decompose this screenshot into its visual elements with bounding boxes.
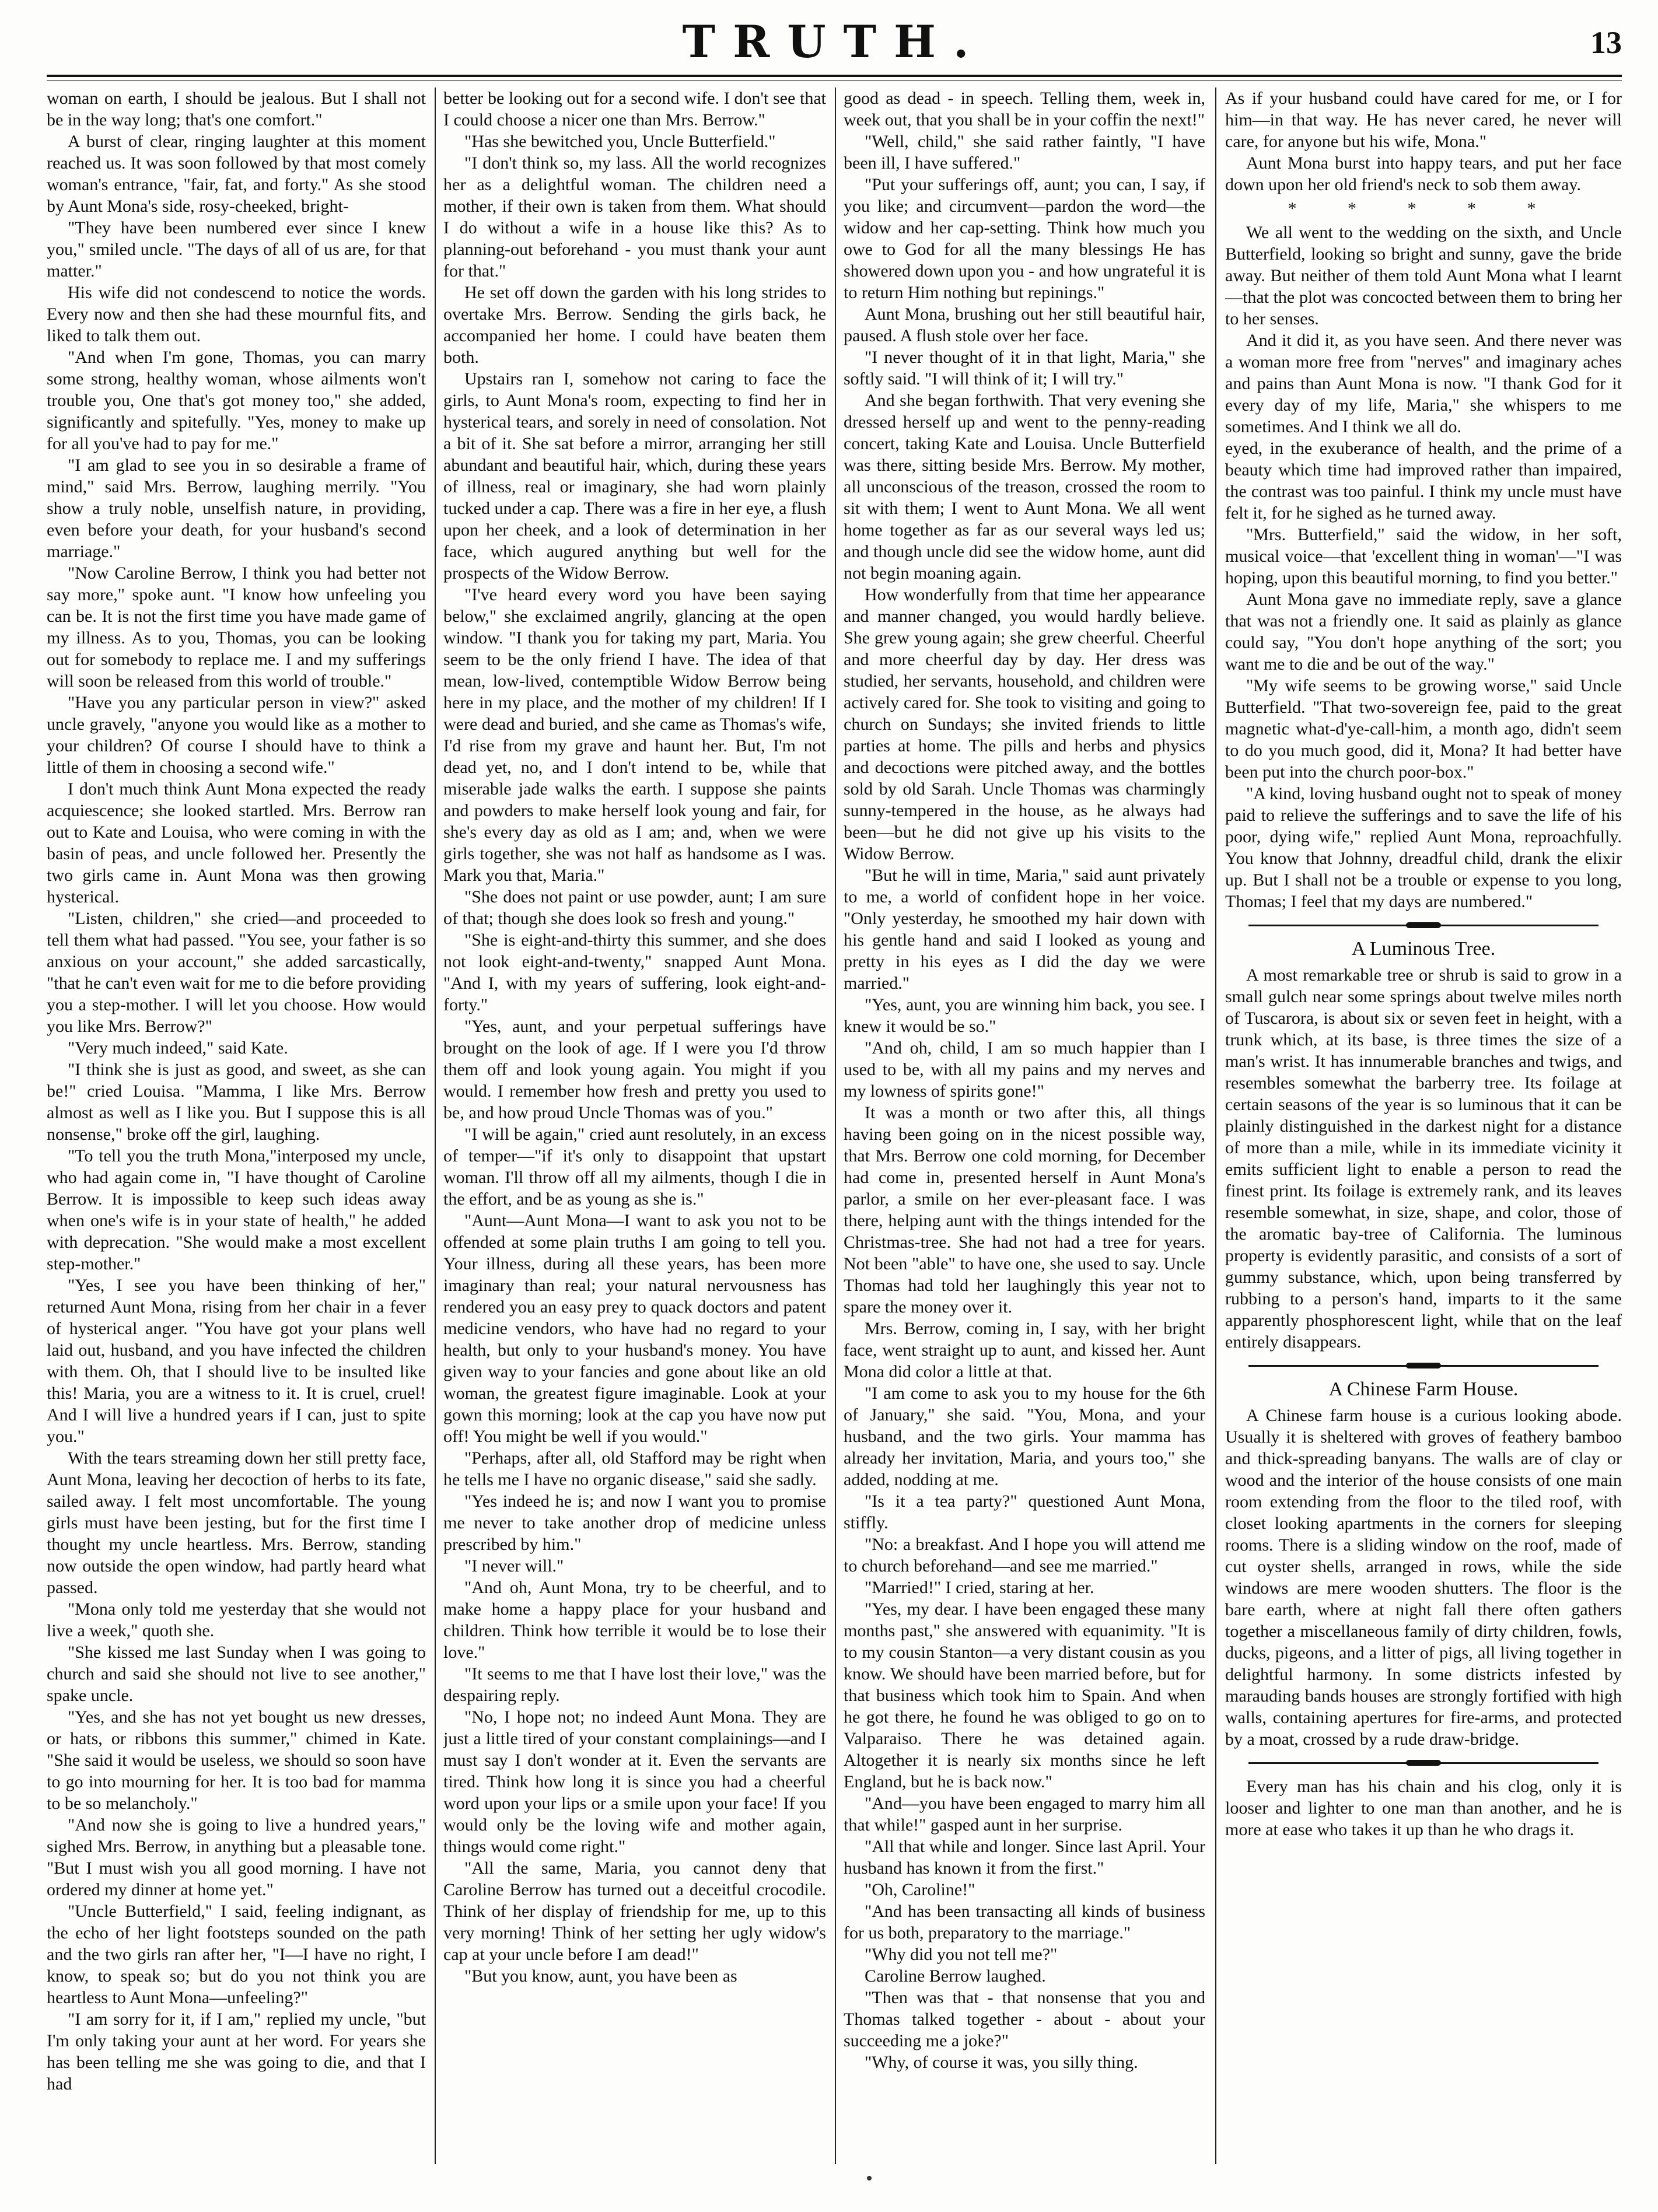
paragraph: And she began forthwith. That very evening she dressed herself up and went to the penny-reading concert, taking Kate and Louisa. Uncle Butterfield was there, sitting beside Mrs. Berrow. My mother, all unconscious of the treason, crossed the room to sit with them; I went to Aunt Mona. We all went home together as far as our several ways led us; and though uncle did see the widow home, aunt did not begin moaning again. [844,391,1205,583]
page-mark [867,2176,872,2180]
paragraph: "Mona only told me yesterday that she would not live a week," quoth she. [47,1600,426,1640]
paragraph: "Perhaps, after all, old Stafford may be right when he tells me I have no organic disease," said she sadly. [443,1448,826,1489]
masthead-rule-thin [47,80,1622,81]
paragraph: eyed, in the exuberance of health, and the prime of a beauty which time had improved rather than impaired, the contrast was too painful. I think my uncle must have felt it, for he sighed as he turned away. [1225,439,1622,523]
paragraph: good as dead - in speech. Telling them, week in, week out, that you shall be in your coffin the next!" [844,89,1205,130]
paragraph: "And oh, child, I am so much happier than I used to be, with all my pains and my nerves and my lowness of spirits gone!" [844,1038,1205,1101]
paragraph: "I never thought of it in that light, Maria," she softly said. "I will think of it; I will try." [844,348,1205,388]
paragraph: "Why, of course it was, you silly thing. [865,2053,1138,2072]
paragraph: "Uncle Butterfield," I said, feeling indignant, as the echo of her light footsteps sounded on the path and the two girls ran after her, "I—I have no right, I know, to speak so; but do you not think you are heartless to Aunt Mona—unfeeling?" [47,1902,426,2007]
ornamental-rule [1248,1361,1598,1370]
section-break-stars: * * * * * [1288,199,1559,218]
paragraph: "But he will in time, Maria," said aunt privately to me, a world of confident hope in her voice. "Only yesterday, he smoothed my hair down with his gentle hand and said I looked as young and pretty in his eyes as I did the day we were married." [844,866,1205,993]
paragraph: "And has been transacting all kinds of business for us both, preparatory to the marriage." [844,1902,1205,1943]
paragraph: "Why did you not tell me?" [865,1945,1058,1964]
column-divider [835,88,836,2164]
paragraph: "And when I'm gone, Thomas, you can marry some strong, healthy woman, whose ailments won't trouble you, One that's got money too," she added, significantly and spitefully. "Yes, money to make up for all you've had to pay for me." [47,348,426,453]
paragraph: "To tell you the truth Mona,"interposed my uncle, who had again come in, "I have thought of Caroline Berrow. It is impossible to keep such ideas away when one's wife is in your state of health," he added with deprecation. "She would make a most excellent step-mother." [47,1146,426,1273]
paragraph: His wife did not condescend to notice the words. Every now and then she had these mournful fits, and liked to talk them out. [47,283,426,345]
article-heading-chinese-farm-house: A Chinese Farm House. [1328,1378,1519,1400]
paragraph: A Chinese farm house is a curious looking abode. Usually it is sheltered with groves of feathery bamboo and thick-spreading banyans. The walls are of clay or wood and the interior of the house consists of one main room extending from the floor to the tiled roof, with closet looking apartments in the corners for sleeping rooms. There is a sliding window on the roof, made of cut oyster shells, arranged in rows, while the side windows are mere wooden shutters. The floor is the bare earth, where at night fall there often gathers together a miscellaneous family of dirty children, fowls, ducks, pigeons, and a litter of pigs, all living together in delightful harmony. In some districts infested by marauding bands houses are strongly fortified with high walls, containing apertures for fire-arms, and protected by a moat, crossed by a rude draw-bridge. [1225,1406,1622,1749]
paragraph: He set off down the garden with his long strides to overtake Mrs. Berrow. Sending the girls back, he accompanied her home. I could have beaten them both. [443,283,826,367]
paragraph: We all went to the wedding on the sixth, and Uncle Butterfield, looking so bright and sunny, gave the bride away. But neither of them told Aunt Mona what I learnt—that the plot was concocted between them to bring her to her senses. [1225,223,1622,328]
paragraph: "Is it a tea party?" questioned Aunt Mona, stiffly. [844,1492,1205,1532]
paragraph: "Put your sufferings off, aunt; you can, I say, if you like; and circumvent—pardon the word—the widow and her cap-setting. Think how much you owe to God for all the many blessings He has showered down upon you - and how ungrateful it is to return Him nothing but repinings." [844,175,1205,302]
paragraph: "They have been numbered ever since I knew you," smiled uncle. "The days of all of us are, for that matter." [47,218,426,281]
paragraph: And it did it, as you have seen. And there never was a woman more free from "nerves" and imaginary aches and pains than Aunt Mona is now. "I thank God for it every day of my life, Maria," she whispers to me sometimes. And I think we all do. [1225,331,1622,436]
paragraph: woman on earth, I should be jealous. But I shall not be in the way long; that's one comfort." [47,89,426,130]
paragraph: "Aunt—Aunt Mona—I want to ask you not to be offended at some plain truths I am going to tell you. Your illness, during all these years, has been more imaginary than real; your natural nervousness has rendered you an easy prey to quack doctors and patent medicine vendors, who have had no regard to your health, but only to your husband's money. You have given way to your fancies and gone about like an old woman, the greatest figure imaginable. Look at your gown this morning; look at the cap you have now put off! You might be well if you would." [443,1211,826,1446]
paragraph: Caroline Berrow laughed. [865,1966,1046,1986]
paragraph: Mrs. Berrow, coming in, I say, with her bright face, went straight up to aunt, and kissed her. Aunt Mona did color a little at that. [844,1319,1205,1381]
paragraph: A most remarkable tree or shrub is said to grow in a small gulch near some springs about twelve miles north of Tuscarora, is about six or seven feet in height, with a trunk which, at its base, is three times the size of a man's wrist. It has innumerable branches and twigs, and resembles somewhat the barberry tree. Its foilage at certain seasons of the year is so luminous that it can be plainly distinguished in the darkest night for a distance of more than a mile, while in its immediate vicinity it emits sufficient light to enable a person to read the finest print. Its foilage is extremely rank, and its leaves resemble somewhat, in size, shape, and color, those of the aromatic bay-tree of California. The luminous property is evidently parasitic, and consists of a sort of gummy substance, which, upon being transferred by rubbing to a person's hand, imparts to it the same apparently phosphorescent light, while that on the leaf entirely disappears. [1225,965,1622,1352]
paragraph: "My wife seems to be growing worse," said Uncle Butterfield. "That two-sovereign fee, paid to the great magnetic what-d'ye-call-him, a month ago, didn't seem to do you much good, did it, Mona? It had better have been put into the church poor-box." [1225,676,1622,782]
paragraph: "All the same, Maria, you cannot deny that Caroline Berrow has turned out a deceitful crocodile. Think of her display of friendship for me, up to this very morning! Think of her setting her ugly widow's cap at your uncle before I am dead!" [443,1859,826,1964]
masthead [47,16,1622,69]
paragraph: "Married!" I cried, staring at her. [865,1578,1094,1597]
paragraph: "Yes, and she has not yet bought us new dresses, or hats, or ribbons this summer," chimed in Kate. "She said it would be useless, we should so soon have to go into mourning for her. It is too bad for mamma to be so melancholy." [47,1707,426,1813]
paragraph: "I am glad to see you in so desirable a frame of mind," said Mrs. Berrow, laughing merrily. "You show a truly noble, unselfish nature, in providing, even before your death, for your husband's second marriage." [47,456,426,561]
paragraph: "I've heard every word you have been saying below," she exclaimed angrily, glancing at the open window. "I thank you for taking my part, Maria. You seem to be the only friend I have. The idea of that mean, low-lived, contemptible Widow Berrow being here in my place, and the mother of my children! If I were dead and buried, and she came as Thomas's wife, I'd rise from my grave and haunt her. But, I'm not dead yet, no, and I don't intend to be, while that miserable jade walks the earth. I suppose she paints and powders to make herself look young and fair, for she's every day as old as I am; and, when we were girls together, she was not half as handsome as I was. Mark you that, Maria." [443,585,826,885]
paragraph: "Yes indeed he is; and now I want you to promise me never to take another drop of medicine unless prescribed by him." [443,1492,826,1554]
paragraph: Aunt Mona burst into happy tears, and put her face down upon her old friend's neck to sob them away. [1225,153,1622,194]
paragraph: "No, I hope not; no indeed Aunt Mona. They are just a little tired of your constant complainings—and I must say I don't wonder at it. Even the servants are tired. Think how long it is since you had a cheerful word upon your lips or a smile upon your face! If you would only be the loving wife and mother again, things would come right." [443,1707,826,1856]
paragraph: "It seems to me that I have lost their love," was the despairing reply. [443,1664,826,1705]
paragraph: "Yes, I see you have been thinking of her," returned Aunt Mona, rising from her chair in a fever of hysterical anger. "You have got your plans well laid out, husband, and you have infected the children with them. Oh, that I should live to be insulted like this! Maria, you are a witness to it. It is cruel, cruel! And I will live a hundred years if I can, just to spite you." [47,1276,426,1446]
column-divider [435,88,436,2164]
paragraph: "And—you have been engaged to marry him all that while!" gasped aunt in her surprise. [844,1794,1205,1835]
paragraph: Upstairs ran I, somehow not caring to face the girls, to Aunt Mona's room, expecting to find her in hysterical tears, and sorely in need of consolation. Not a bit of it. She sat before a mirror, arranging her still abundant and beautiful hair, which, during these years of illness, real or imaginary, she had worn plainly tucked under a cap. There was a fire in her eye, a flush upon her cheek, and a look of determination in her face, which augured anything but well for the prospects of the Widow Berrow. [443,369,826,583]
paragraph: "No: a breakfast. And I hope you will attend me to church beforehand—and see me married." [844,1535,1205,1576]
paragraph: "She kissed me last Sunday when I was going to church and said she should not live to see another," spake uncle. [47,1643,426,1705]
closing-paragraph: Every man has his chain and his clog, only it is looser and lighter to one man than another, and he is more at ease who takes it up than he who drags it. [1225,1777,1622,1839]
column-4 [1225,88,1622,2164]
paragraph: With the tears streaming down her still pretty face, Aunt Mona, leaving her decoction of herbs to its fate, sailed away. I felt most uncomfortable. The young girls must have been jesting, but for the first time I thought my uncle heartless. Mrs. Berrow, standing now outside the open window, had partly heard what passed. [47,1448,426,1597]
newspaper-title: TRUTH. [682,16,987,68]
paragraph: "Yes, aunt, and your perpetual sufferings have brought on the look of age. If I were you I'd throw them off and look young again. You might if you would. I remember how fresh and pretty you used to be, and how proud Uncle Thomas was of you." [443,1017,826,1122]
paragraph: "I don't think so, my lass. All the world recognizes her as a delightful woman. The children need a mother, if their own is taken from them. What should I do without a wife in a house like this? As to planning-out beforehand - you must thank your aunt for that." [443,153,826,281]
paragraph: "And oh, Aunt Mona, try to be cheerful, and to make home a happy place for your husband and children. Think how terrible it would be to lose their love." [443,1578,826,1662]
paragraph: "Then was that - that nonsense that you and Thomas talked together - about - about your succeeding me a joke?" [844,1988,1205,2050]
paragraph: "I am sorry for it, if I am," replied my uncle, "but I'm only taking your aunt at her word. For years she has been telling me she was going to die, and that I had [47,2010,426,2094]
paragraph: "Listen, children," she cried—and proceeded to tell them what had passed. "You see, your father is so anxious on your account," she added sarcastically, "that he can't even wait for me to die before providing you a step-mother. I will let you choose. How would you like Mrs. Berrow?" [47,909,426,1036]
ornamental-rule [1248,921,1598,930]
paragraph: "Yes, my dear. I have been engaged these many months past," she answered with equanimity. "It is to my cousin Stanton—a very distant cousin as you know. We should have been married before, but for that business which took him to Spain. And when he got there, he found he was obliged to go on to Valparaiso. There he was detained again. Altogether it is nearly six months since he left England, but he is back now." [844,1600,1205,1791]
masthead-rule [47,75,1622,77]
paragraph: "I never will." [464,1556,564,1576]
paragraph: I don't much think Aunt Mona expected the ready acquiescence; she looked startled. Mrs. Berrow ran out to Kate and Louisa, who were coming in with the basin of peas, and uncle followed her. Presently the two girls came in. Aunt Mona was then growing hysterical. [47,779,426,907]
paragraph: It was a month or two after this, all things having been going on in the nicest possible way, that Mrs. Berrow one cold morning, for December had come in, presented herself in Aunt Mona's parlor, a smile on her ever-pleasant face. I was there, helping aunt with the things intended for the Christmas-tree. She had not had a tree for years. Not been "able" to have one, she used to say. Uncle Thomas had told her laughingly this year not to spare the money over it. [844,1103,1205,1317]
paragraph: How wonderfully from that time her appearance and manner changed, you would hardly believe. She grew young again; she grew cheerful. Cheerful and more cheerful day by day. Her dress was studied, her servants, household, and children were actively cared for. She took to visiting and going to church on Sundays; she invited friends to little parties at home. The pills and herbs and physics and decoctions were pitched away, and the bottles sold by old Sarah. Uncle Thomas was charmingly sunny-tempered in the house, as he always had been—but he did not give up his visits to the Widow Berrow. [844,585,1205,863]
paragraph: "Have you any particular person in view?" asked uncle gravely, "anyone you would like as a mother to your children? Of course I should have to think a little of them in choosing a second wife." [47,693,426,777]
article-heading-luminous-tree: A Luminous Tree. [1351,938,1496,960]
page-number: 13 [1590,25,1622,60]
paragraph: A burst of clear, ringing laughter at this moment reached us. It was soon followed by that most comely woman's entrance, "fair, fat, and forty." As she stood by Aunt Mona's side, rosy-cheeked, bright- [47,132,426,216]
ornamental-rule [1248,1758,1598,1768]
column-divider [1215,88,1216,2164]
paragraph: "Very much indeed," said Kate. [68,1038,288,1058]
paragraph: "Yes, aunt, you are winning him back, you see. I knew it would be so." [844,995,1205,1036]
paragraph: Aunt Mona, brushing out her still beautiful hair, paused. A flush stole over her face. [844,304,1205,345]
paragraph: "And now she is going to live a hundred years," sighed Mrs. Berrow, in anything but a pleasable tone. "But I must wish you all good morning. I have not ordered my dinner at home yet." [47,1815,426,1899]
paragraph: "I think she is just as good, and sweet, as she can be!" cried Louisa. "Mamma, I like Mrs. Berrow almost as well as I like you. But I suppose this is all nonsense," broke off the girl, laughing. [47,1060,426,1144]
paragraph: better be looking out for a second wife. I don't see that I could choose a nicer one than Mrs. Berrow." [443,89,826,130]
paragraph: "Has she bewitched you, Uncle Butterfield." [464,132,776,151]
paragraph: "She does not paint or use powder, aunt; I am sure of that; though she does look so fresh and young." [443,887,826,928]
paragraph: "She is eight-and-thirty this summer, and she does not look eight-and-twenty," snapped Aunt Mona. "And I, with my years of suffering, look eight-and-forty." [443,930,826,1014]
paragraph: "A kind, loving husband ought not to speak of money paid to relieve the sufferings and to save the life of his poor, dying wife," replied Aunt Mona, reproachfully. You know that Johnny, dreadful child, drank the elixir up. But I shall not be a trouble or expense to you long, Thomas; I feel that my days are numbered." [1225,784,1622,911]
paragraph: "Oh, Caroline!" [865,1880,975,1899]
paragraph: "I am come to ask you to my house for the 6th of January," she said. "You, Mona, and your husband, and the two girls. Your mamma has already her invitation, Maria, and yours too," she added, nodding at me. [844,1384,1205,1489]
paragraph: Aunt Mona gave no immediate reply, save a glance that was not a friendly one. It said as plainly as glance could say, "You don't hope anything of the sort; you want me to die and be out of the way." [1225,590,1622,674]
column-3 [844,88,1205,2164]
paragraph: "Mrs. Butterfield," said the widow, in her soft, musical voice—that 'excellent thing in woman'—"I was hoping, upon this beautiful morning, to find you better." [1225,525,1622,587]
paragraph: "I will be again," cried aunt resolutely, in an excess of temper—"if it's only to disappoint that upstart woman. I'll throw off all my ailments, though I die in the effort, and be as young as she is." [443,1125,826,1209]
paragraph: "All that while and longer. Since last April. Your husband has known it from the first." [844,1837,1205,1878]
paragraph: "Well, child," she said rather faintly, "I have been ill, I have suffered." [844,132,1205,173]
column-2 [443,88,826,2164]
column-1 [47,88,426,2164]
paragraph: As if your husband could have cared for me, or I for him—in that way. He has never cared, he never will care, for anyone but his wife, Mona." [1225,89,1622,151]
paragraph: "But you know, aunt, you have been as [464,1966,737,1986]
paragraph: "Now Caroline Berrow, I think you had better not say more," spoke aunt. "I know how unfeeling you can be. It is not the first time you have made game of my illness. As to you, Thomas, you can be looking out for somebody to replace me. I and my sufferings will soon be released from this world of trouble." [47,564,426,691]
